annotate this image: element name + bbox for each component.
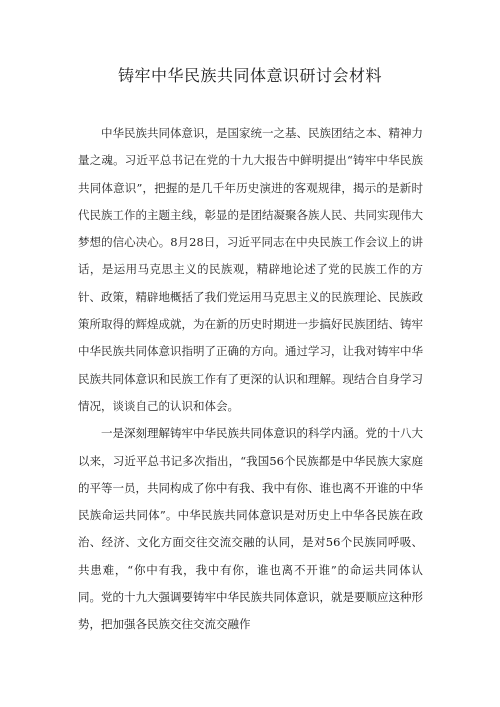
paragraph-intro: 中华民族共同体意识，是国家统一之基、民族团结之本、精神力量之魂。习近平总书记在党的十九大报告中鲜明提出“铸牢中华民族共同体意识”，把握的是几千年历史演进的客观规律，揭示的是新时代民族工作的主题主线，彰显的是团结凝聚各族人民、共同实现伟大梦想的信心决心。8月28日，习近平同志在中央民族工作会议上的讲话，是运用马克思主义的民族观，精辟地论述了党的民族工作的方针、政策，精辟地概括了我们党运用马克思主义的民族理论、民族政策所取得的辉煌成就，为在新的历史时期进一步搞好民族团结、铸牢中华民族共同体意识指明了正确的方向。通过学习，让我对铸牢中华民族共同体意识和民族工作有了更深的认识和理解。现结合自身学习情况，谈谈自己的认识和体会。: [78, 126, 423, 413]
document-body: [78, 120, 423, 639]
document-title: 铸牢中华民族共同体意识研讨会材料: [117, 66, 382, 85]
paragraph-point-one: 一是深刻理解铸牢中华民族共同体意识的科学内涵。党的十八大以来，习近平总书记多次指出，“我国56个民族都是中华民族大家庭的平等一员，共同构成了你中有我、我中有你、谁也离不开谁的中华民族命运共同体”。中华民族共同体意识是对历史上中华各民族在政治、经济、文化方面交往交流交融的认同，是对56个民族同呼吸、共患难，“你中有我，我中有你，谁也离不开谁”的命运共同体认同。党的十九大强调要铸牢中华民族共同体意识，就是要顺应这种形势，把加强各民族交往交流交融作: [78, 426, 423, 632]
